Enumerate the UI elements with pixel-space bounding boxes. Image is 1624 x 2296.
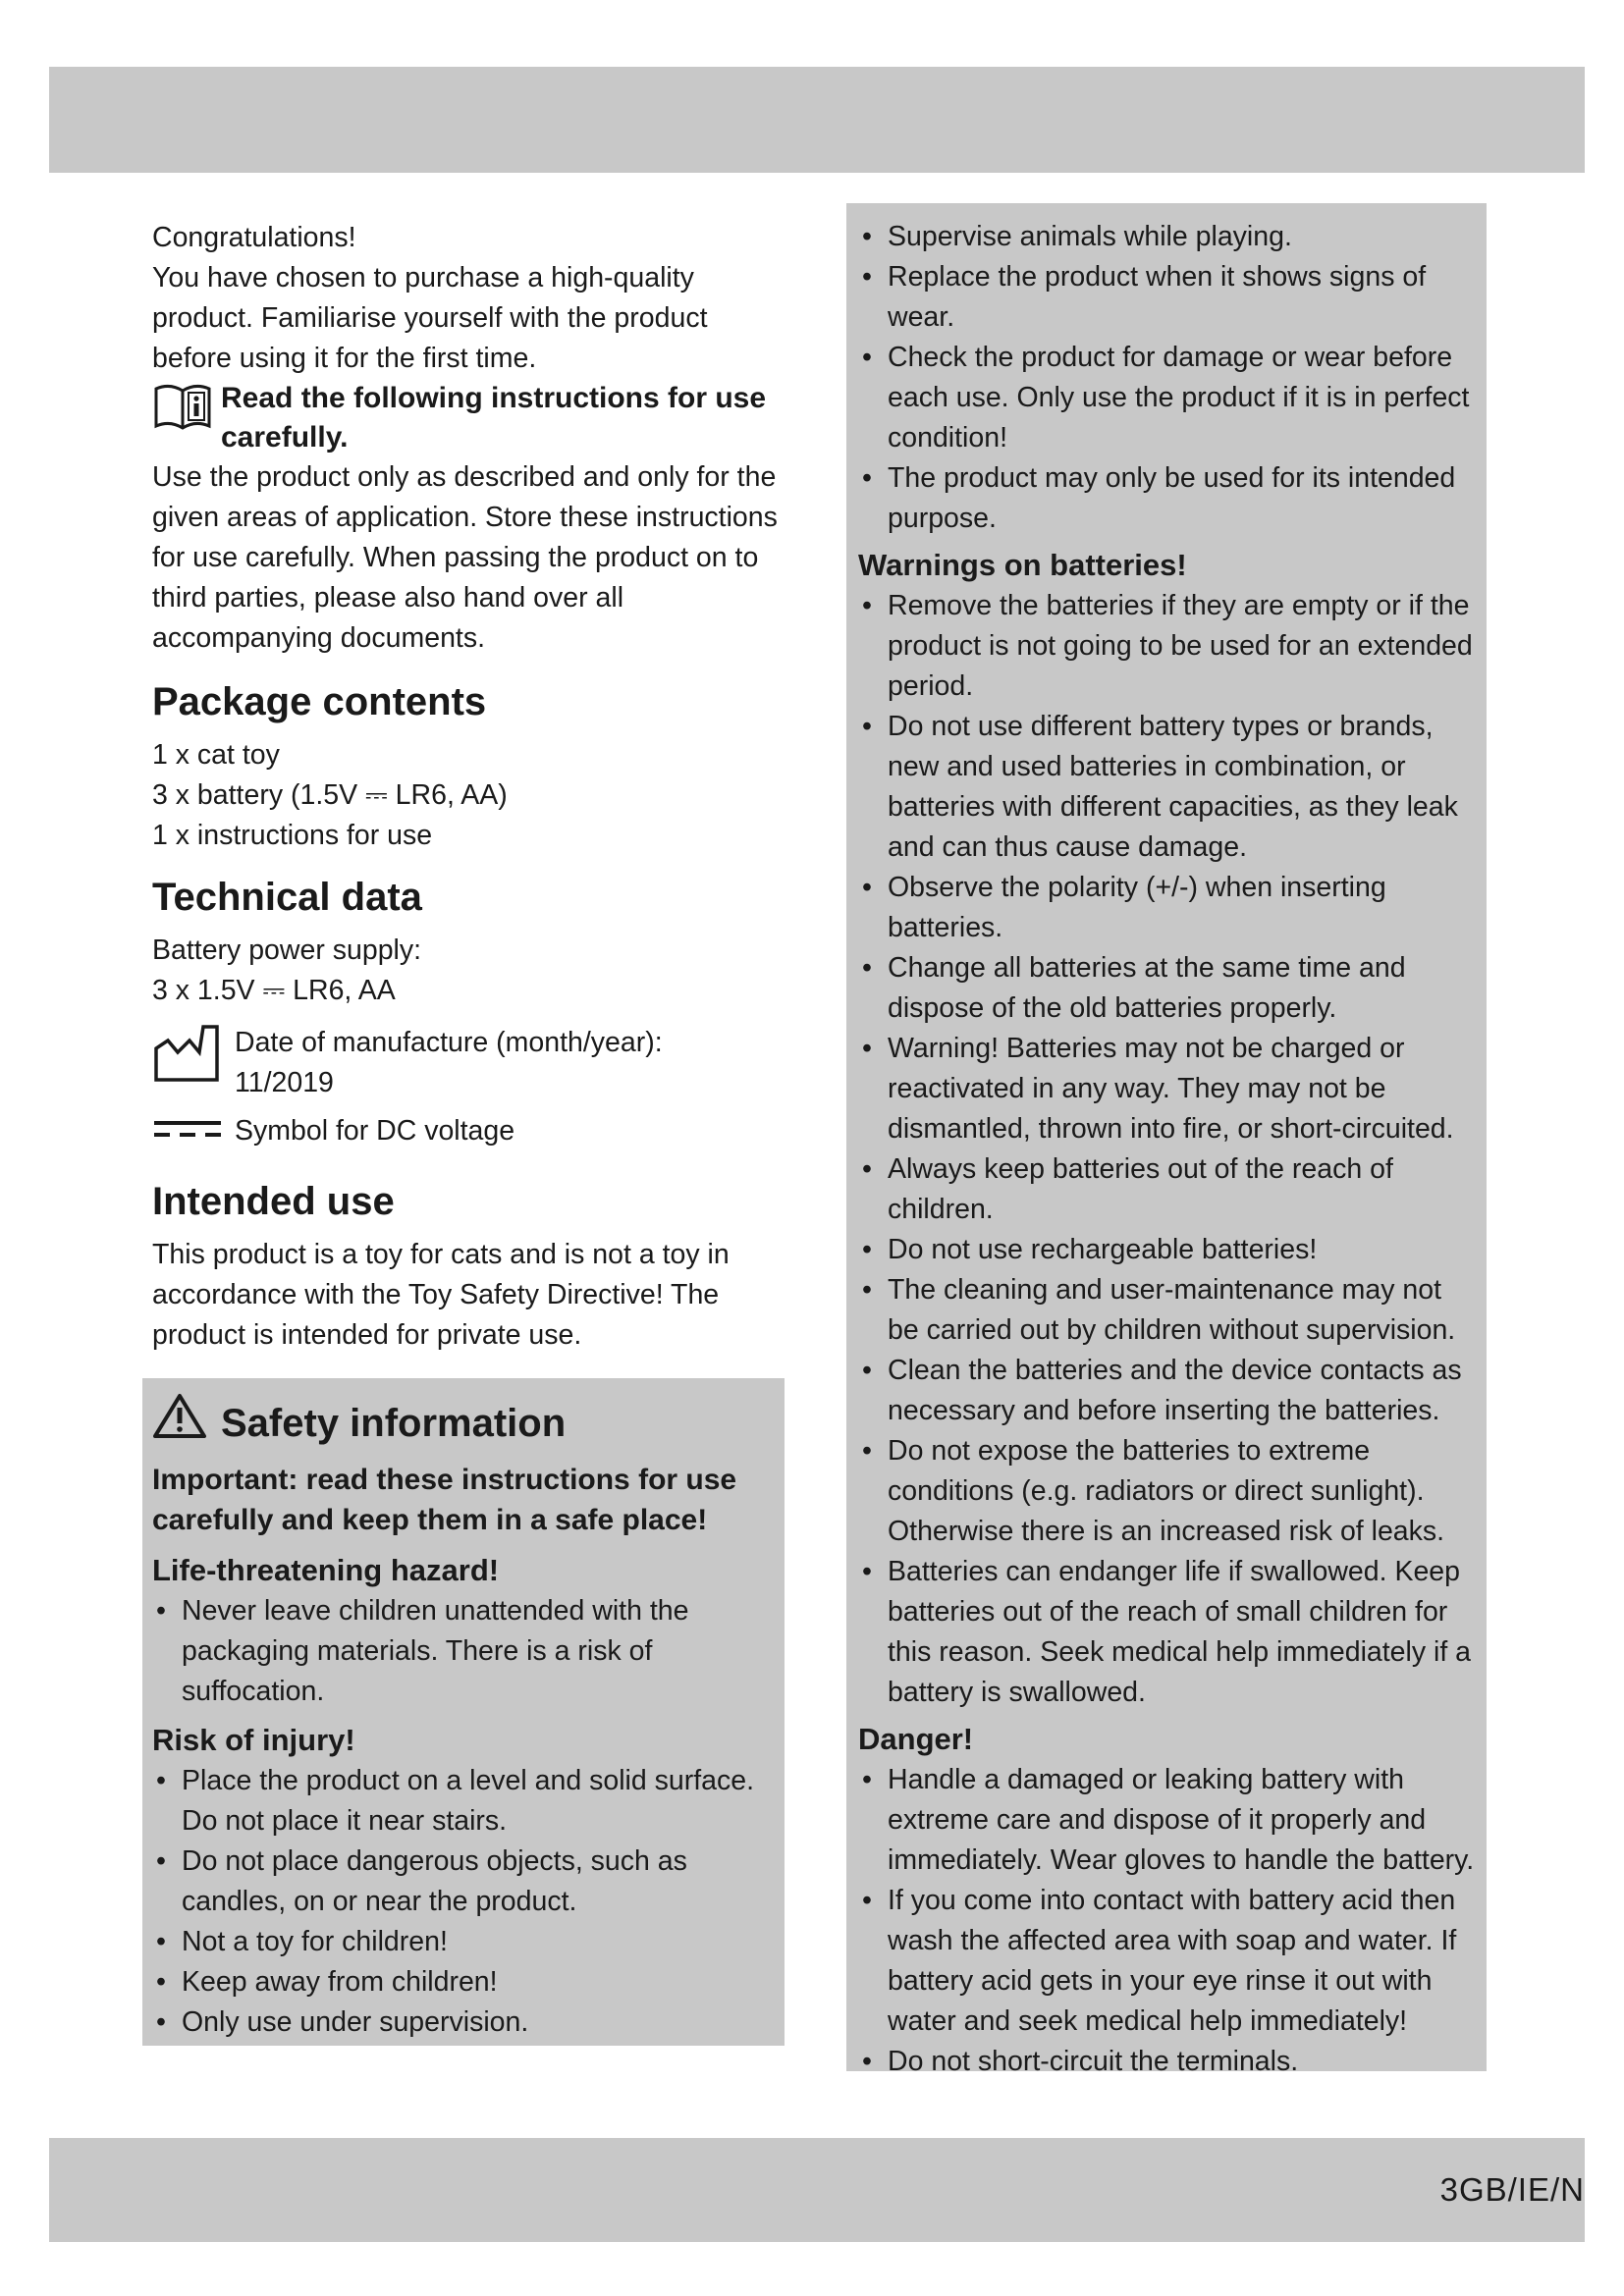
manufacture-label: Date of manufacture (month/year): bbox=[235, 1027, 663, 1058]
list-item: • Warning! Batteries may not be charged or reactivated in any way. They may not be dismantled, thrown into fire, or short-circuited. bbox=[858, 1029, 1477, 1149]
package-item: 3 x battery (1.5V ⎓ LR6, AA) bbox=[152, 779, 508, 811]
list-item: • Always keep batteries out of the reach of children. bbox=[858, 1149, 1477, 1230]
general-safety-list bbox=[858, 217, 1477, 539]
list-item: • Supervise animals while playing. bbox=[858, 217, 1477, 257]
list-item: • Handle a damaged or leaking battery with extreme care and dispose of it properly and immediately. Wear gloves to handle the battery. bbox=[858, 1760, 1477, 1881]
power-label: Battery power supply: bbox=[152, 934, 422, 966]
list-item: • Only use under supervision. bbox=[152, 2002, 775, 2043]
notice-text: Read the following instructions for use carefully. bbox=[221, 382, 767, 454]
right-column bbox=[846, 203, 1487, 2077]
battery-warnings-title: Warnings on batteries! bbox=[858, 548, 1187, 582]
list-item: • Not a toy for children! bbox=[152, 1922, 775, 1962]
left-column bbox=[152, 218, 781, 1356]
technical-data-title: Technical data bbox=[152, 876, 422, 919]
intro-text: You have chosen to purchase a high-quality product. Familiarise yourself with the product before using it for the first time. bbox=[152, 262, 708, 374]
footer-band bbox=[49, 2138, 1585, 2242]
list-item: • Remove the batteries if they are empty or if the product is not going to be used for an extended period. bbox=[858, 586, 1477, 707]
header-band bbox=[49, 67, 1585, 173]
list-item: • Change all batteries at the same time and dispose of the old batteries properly. bbox=[858, 948, 1477, 1029]
manufacture-date-row bbox=[152, 1023, 781, 1103]
life-hazard-title: Life-threatening hazard! bbox=[152, 1553, 500, 1587]
life-hazard-list bbox=[152, 1591, 775, 1712]
power-value: 3 x 1.5V ⎓ LR6, AA bbox=[152, 975, 396, 1006]
list-item: • Keep away from children! bbox=[152, 1962, 775, 2002]
intended-use-text: This product is a toy for cats and is not a toy in accordance with the Toy Safety Directive! The product is intended for private use. bbox=[152, 1239, 730, 1351]
manual-info-icon bbox=[152, 383, 221, 444]
factory-date-icon bbox=[152, 1023, 235, 1095]
dc-symbol-label: Symbol for DC voltage bbox=[235, 1115, 515, 1147]
list-item: • Do not place dangerous objects, such as candles, on or near the product. bbox=[152, 1842, 775, 1922]
list-item: • Never leave children unattended with the packaging materials. There is a risk of suffocation. bbox=[152, 1591, 775, 1712]
dc-voltage-icon bbox=[152, 1111, 235, 1156]
dc-symbol-row bbox=[152, 1111, 781, 1156]
injury-title: Risk of injury! bbox=[152, 1723, 355, 1757]
package-item: 1 x cat toy bbox=[152, 739, 280, 771]
list-item: • Do not expose the batteries to extreme conditions (e.g. radiators or direct sunlight). Otherwise there is an increased risk of leaks. bbox=[858, 1431, 1477, 1552]
important-note: Important: read these instructions for use carefully and keep them in a safe place! bbox=[152, 1464, 737, 1536]
battery-warnings-list bbox=[858, 586, 1477, 1713]
list-item: • If you come into contact with battery acid then wash the affected area with soap and water. If battery acid gets in your eye rinse it out with water and seek medical help immediately! bbox=[858, 1881, 1477, 2042]
list-item: • Observe the polarity (+/-) when inserting batteries. bbox=[858, 868, 1477, 948]
safety-box bbox=[142, 1378, 785, 2046]
list-item: • Do not use different battery types or brands, new and used batteries in combination, or batteries with different capacities, as they leak and can thus cause damage. bbox=[858, 707, 1477, 868]
list-item: • Batteries can endanger life if swallowed. Keep batteries out of the reach of small children for this reason. Seek medical help immediately if a battery is swallowed. bbox=[858, 1552, 1477, 1713]
page-number: 3GB/IE/N bbox=[1439, 2171, 1585, 2208]
package-contents-title: Package contents bbox=[152, 680, 487, 723]
intended-use-title: Intended use bbox=[152, 1180, 395, 1223]
usage-text: Use the product only as described and only for the given areas of application. Store these instructions for use carefully. When passing the product on to third parties, please also hand over all accompanying documents. bbox=[152, 461, 778, 654]
list-item: • Do not short-circuit the terminals. bbox=[858, 2042, 1477, 2082]
safety-title: Safety information bbox=[221, 1401, 567, 1445]
safety-title-row bbox=[152, 1392, 775, 1454]
danger-list bbox=[858, 1760, 1477, 2082]
package-item: 1 x instructions for use bbox=[152, 820, 433, 851]
list-item: • Replace the product when it shows signs of wear. bbox=[858, 257, 1477, 338]
list-item: • Place the product on a level and solid surface. Do not place it near stairs. bbox=[152, 1761, 775, 1842]
warning-triangle-icon bbox=[152, 1392, 221, 1454]
greeting: Congratulations! bbox=[152, 222, 356, 253]
injury-list bbox=[152, 1761, 775, 2043]
list-item: • The product may only be used for its intended purpose. bbox=[858, 458, 1477, 539]
read-instructions-notice bbox=[152, 379, 781, 457]
list-item: • Clean the batteries and the device contacts as necessary and before inserting the batteries. bbox=[858, 1351, 1477, 1431]
manufacture-date: 11/2019 bbox=[235, 1067, 334, 1098]
list-item: • Check the product for damage or wear before each use. Only use the product if it is in perfect condition! bbox=[858, 338, 1477, 458]
danger-title: Danger! bbox=[858, 1722, 974, 1756]
list-item: • The cleaning and user-maintenance may not be carried out by children without supervision. bbox=[858, 1270, 1477, 1351]
list-item: • Do not use rechargeable batteries! bbox=[858, 1230, 1477, 1270]
